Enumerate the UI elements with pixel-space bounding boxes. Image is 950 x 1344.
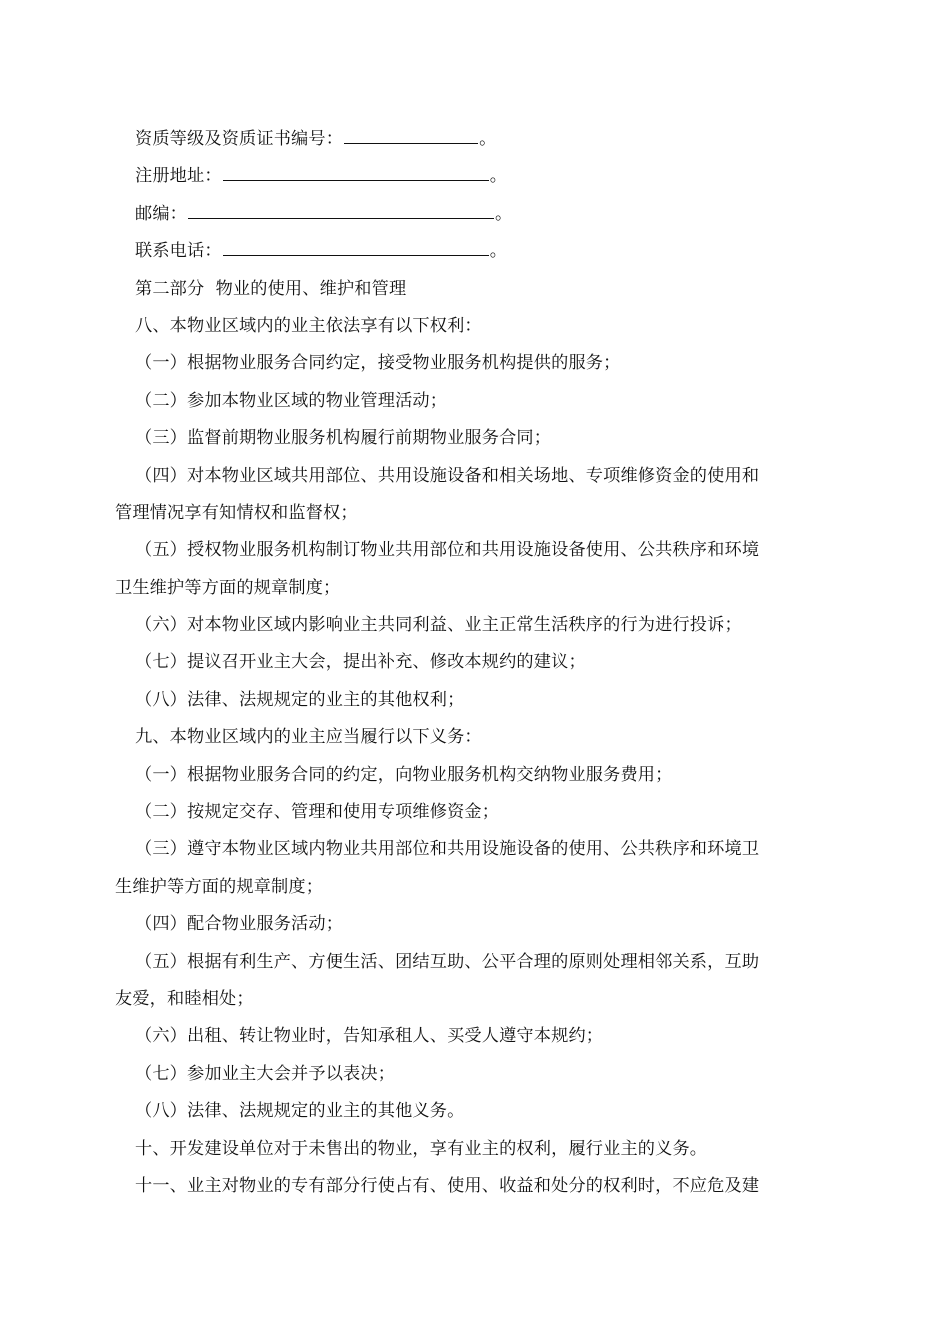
field-end: 。 xyxy=(479,129,497,149)
list-item: （七）参加业主大会并予以表决； xyxy=(135,1063,396,1084)
clause-heading: 八、本物业区域内的业主依法享有以下权利： xyxy=(135,315,482,336)
field-label: 注册地址： xyxy=(135,166,222,187)
field-label: 联系电话： xyxy=(135,241,222,262)
field-label: 资质等级及资质证书编号： xyxy=(135,129,344,149)
list-item: （一）根据物业服务合同约定，接受物业服务机构提供的服务； xyxy=(135,353,621,374)
list-item: （八）法律、法规规定的业主的其他义务。 xyxy=(135,1101,465,1122)
field-end: 。 xyxy=(489,166,508,187)
section-heading: 第二部分 物业的使用、维护和管理 xyxy=(135,278,407,299)
list-item: （五）授权物业服务机构制订物业共用部位和共用设施设备使用、公共秩序和环境 xyxy=(135,540,760,561)
document-body xyxy=(115,121,837,1205)
list-item: （四）对本物业区域共用部位、共用设施设备和相关场地、专项维修资金的使用和 xyxy=(135,465,760,486)
list-item: （六）对本物业区域内影响业主共同利益、业主正常生活秩序的行为进行投诉； xyxy=(135,615,742,636)
list-item-continuation: 友爱，和睦相处； xyxy=(115,988,254,1009)
clause-heading: 十一、业主对物业的专有部分行使占有、使用、收益和处分的权利时，不应危及建 xyxy=(135,1175,760,1196)
list-item: （五）根据有利生产、方便生活、团结互助、公平合理的原则处理相邻关系，互助 xyxy=(135,951,760,972)
phone-blank xyxy=(223,243,489,256)
list-item: （六）出租、转让物业时，告知承租人、买受人遵守本规约； xyxy=(135,1026,604,1047)
qualification-blank xyxy=(344,131,478,144)
address-field xyxy=(115,158,837,195)
list-item: （三）遵守本物业区域内物业共用部位和共用设施设备的使用、公共秩序和环境卫 xyxy=(135,839,760,860)
field-label: 邮编： xyxy=(135,203,188,224)
qualification-field xyxy=(115,121,837,158)
list-item: （二）按规定交存、管理和使用专项维修资金； xyxy=(135,802,500,823)
list-item-continuation: 卫生维护等方面的规章制度； xyxy=(115,577,341,598)
list-item: （三）监督前期物业服务机构履行前期物业服务合同； xyxy=(135,428,552,449)
postcode-field xyxy=(115,196,837,233)
list-item: （七）提议召开业主大会，提出补充、修改本规约的建议； xyxy=(135,652,586,673)
list-item: （二）参加本物业区域的物业管理活动； xyxy=(135,390,448,411)
list-item: （一）根据物业服务合同的约定，向物业服务机构交纳物业服务费用； xyxy=(135,764,673,785)
list-item: （四）配合物业服务活动； xyxy=(135,914,344,935)
phone-field xyxy=(115,233,837,270)
clause-heading: 九、本物业区域内的业主应当履行以下义务： xyxy=(135,727,482,748)
list-item-continuation: 管理情况享有知情权和监督权； xyxy=(115,502,358,523)
field-end: 。 xyxy=(489,241,508,262)
list-item-continuation: 生维护等方面的规章制度； xyxy=(115,876,324,897)
list-item: （八）法律、法规规定的业主的其他权利； xyxy=(135,689,465,710)
clause-heading: 十、开发建设单位对于未售出的物业，享有业主的权利，履行业主的义务。 xyxy=(135,1138,708,1159)
field-end: 。 xyxy=(495,203,513,224)
address-blank xyxy=(223,168,489,181)
postcode-blank xyxy=(188,206,494,219)
